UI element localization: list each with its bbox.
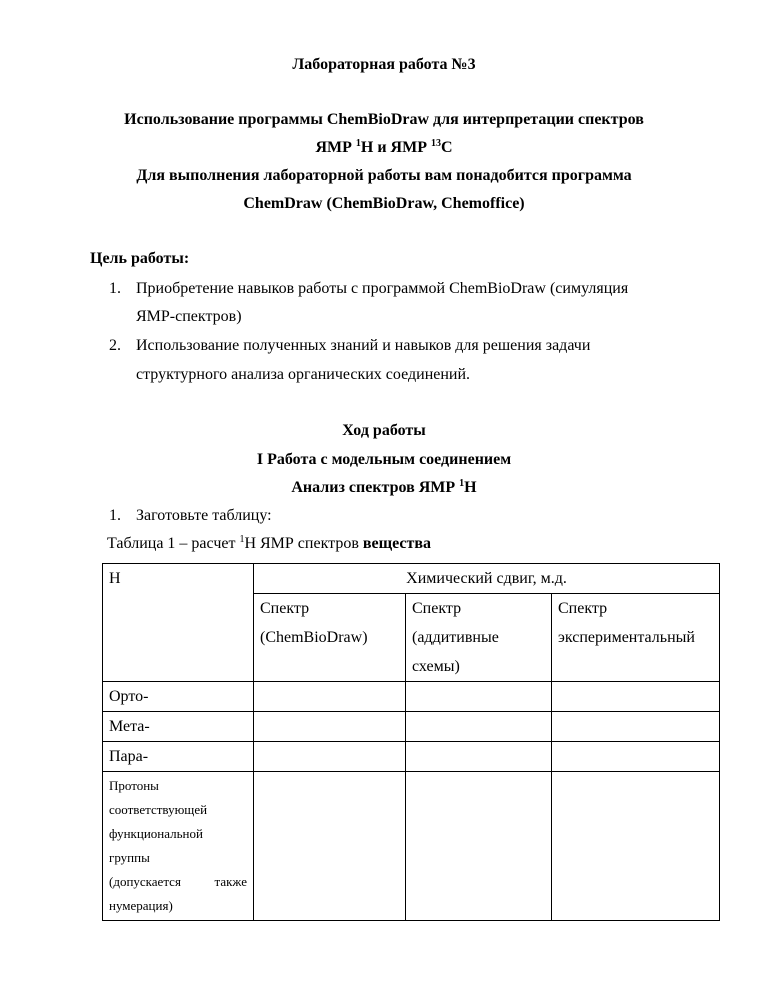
table-caption: Таблица 1 – расчет $^1$Н ЯМР спектров вещества	[107, 534, 432, 552]
subtitle-line1: Использование программы ChemBioDraw для интерпретации спектров	[124, 111, 644, 128]
table-cell	[552, 682, 720, 712]
requirement-line2: ChemDraw (ChemBioDraw, Chemoffice)	[243, 195, 525, 212]
section-heading: I Работа с модельным соединением	[256, 451, 512, 468]
table-cell	[552, 772, 720, 921]
table-row	[103, 682, 720, 712]
table-cell	[254, 712, 406, 742]
goal-1-line1: Приобретение навыков работы с программой ChemBioDraw (симуляция	[136, 280, 629, 297]
table-row	[103, 772, 720, 921]
table-header-row	[103, 564, 720, 594]
table-row	[103, 742, 720, 772]
table-cell	[254, 742, 406, 772]
page-title: Лабораторная работа №3	[292, 56, 476, 73]
nmr-table	[102, 563, 720, 921]
table-cell	[406, 682, 552, 712]
row-label-ortho: Орто-	[103, 682, 254, 712]
row-label-functional-group: Протоны соответствующей функциональной группы (допускается также нумерация)	[103, 772, 254, 921]
progress-heading: Ход работы	[342, 422, 426, 439]
header-h: Н	[103, 564, 254, 682]
goal-2-line2: структурного анализа органических соединений.	[136, 366, 471, 383]
goal-2-line1: Использование полученных знаний и навыков для решения задачи	[136, 337, 591, 354]
table-cell	[552, 742, 720, 772]
analysis-heading: Анализ спектров ЯМР $^1$Н	[291, 478, 477, 496]
row-label-para: Пара-	[103, 742, 254, 772]
step-1-text: Заготовьте таблицу:	[136, 507, 272, 524]
row-label-meta: Мета-	[103, 712, 254, 742]
table-row	[103, 712, 720, 742]
goal-1-number: 1.	[109, 280, 121, 297]
goal-1-line2: ЯМР-спектров)	[136, 308, 242, 325]
subheader-additive: Спектр (аддитивные схемы)	[406, 594, 552, 682]
table-cell	[254, 772, 406, 921]
subtitle-line2: ЯМР $^1$Н и ЯМР $^{13}$С	[315, 138, 453, 156]
table-cell	[406, 772, 552, 921]
requirement-line1: Для выполнения лабораторной работы вам понадобится программа	[136, 167, 632, 184]
step-1-number: 1.	[109, 507, 121, 524]
table-cell	[406, 712, 552, 742]
subheader-chembiodraw: Спектр (ChemBioDraw)	[254, 594, 406, 682]
subheader-experimental: Спектр экспериментальный	[552, 594, 720, 682]
table-cell	[254, 682, 406, 712]
header-chemical-shift: Химический сдвиг, м.д.	[254, 564, 720, 594]
goal-heading: Цель работы:	[90, 250, 190, 267]
goal-2-number: 2.	[109, 337, 121, 354]
table-cell	[552, 712, 720, 742]
table-cell	[406, 742, 552, 772]
